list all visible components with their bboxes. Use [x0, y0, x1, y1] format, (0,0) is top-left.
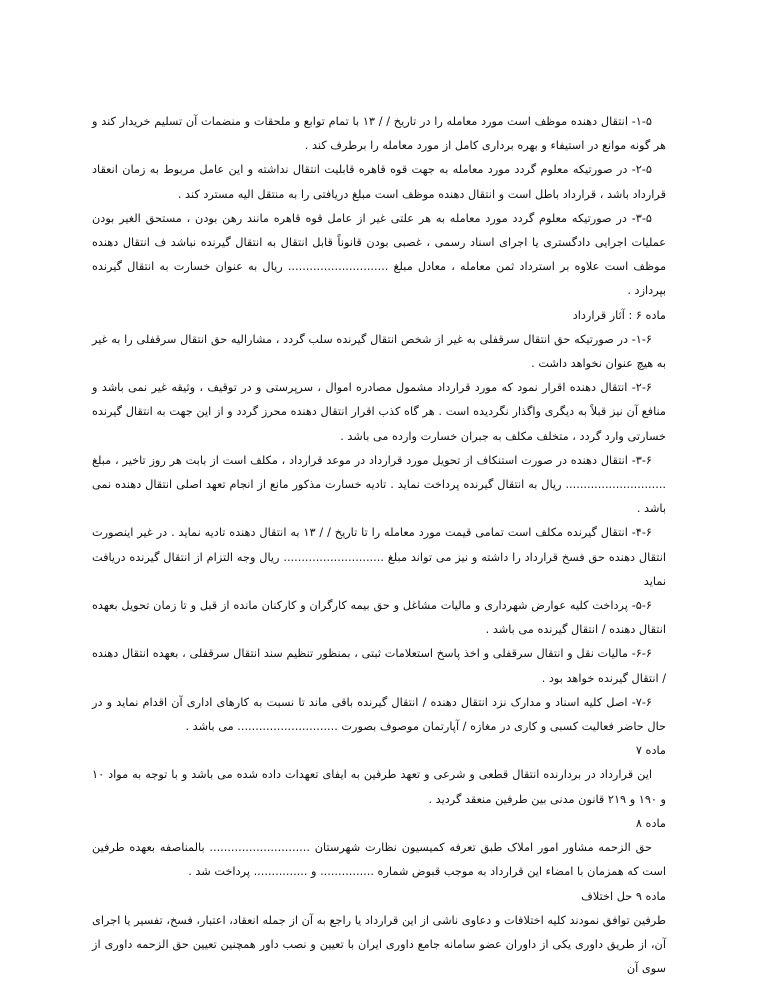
article-9-heading: ماده ۹ حل اختلاف [581, 889, 666, 903]
article-7-heading: ماده ۷ [635, 744, 666, 758]
contract-text [92, 110, 666, 981]
clause-5-2: ۲-۵- در صورتیکه معلوم گردد مورد معامله به جهت قوه قاهره قابلیت انتقال نداشته و این عامل مربوط به زمان انعقاد قرارداد باشد ، قرارداد باطل است و انتقال دهنده موظف است مبلغ دریافتی را به منتقل الیه مسترد کند . [92, 163, 666, 201]
article-9-text: طرفین توافق نمودند کلیه اختلافات و دعاوی ناشی از این قرارداد یا راجع به آن از جمله انعقاد، اعتبار، فسخ، تفسیر یا اجرای آن، از طریق داوری یکی از داوران عضو سامانه جامع داوری ایران با تعیین و نصب داور همچنین تعیین حق الزحمه داوری از سوی آن [92, 913, 666, 976]
article-6-heading: ماده ۶ : آثار قرارداد [572, 308, 666, 322]
article-8-text: حق الزحمه مشاور امور املاک طبق تعرفه کمیسیون نظارت شهرستان ............................ بالمناصفه بعهده طرفین است که همزمان با امضاء این قرارداد به موجب قبوض شماره ............... و ............... پرداخت شد . [92, 841, 666, 879]
clause-6-1: ۱-۶- در صورتیکه حق انتقال سرقفلی به غیر از شخص انتقال گیرنده سلب گردد ، مشارالیه حق انتقال سرقفلی را به غیر به هیچ عنوان نخواهد داشت . [92, 332, 666, 371]
clause-5-1: ۱-۵- انتقال دهنده موظف است مورد معامله را در تاریخ / / ۱۳ با تمام توابع و ملحقات و منضمات آن تسلیم خریدار کند و هر گونه موانع در استیفاء و بهره برداری کامل از مورد معامله را برطرف کند . [92, 115, 666, 153]
clause-6-3: ۳-۶- انتقال دهنده در صورت استنکاف از تحویل مورد قرارداد در موعد قرارداد ، مکلف است از بابت هر روز تاخیر ، مبلغ ............................ ریال به انتقال گیرنده پرداخت نماید . تادیه خسارت مذکور مانع از انجام تعهد اصلی انتقال دهنده نمی باشد . [92, 453, 666, 516]
clause-6-4: ۴-۶- انتقال گیرنده مکلف است تمامی قیمت مورد معامله را تا تاریخ / / ۱۳ به انتقال دهنده تادیه نماید . در غیر اینصورت انتقال دهنده حق فسخ قرارداد را داشته و نیز می تواند مبلغ ............................ ریال وجه التزام از انتقال گیرنده دریافت نماید [92, 526, 666, 588]
article-7-text: این قرارداد در بردارنده انتقال قطعی و شرعی و تعهد طرفین به ایفای تعهدات داده شده می باشد و با توجه به مواد ۱۰ و ۱۹۰ و ۲۱۹ قانون مدنی بین طرفین منعقد گردید . [92, 768, 666, 806]
clause-6-5: ۵-۶- پرداخت کلیه عوارض شهرداری و مالیات مشاغل و حق بیمه کارگران و کارکنان مانده از قبل و تا زمان تحویل بعهده انتقال دهنده / انتقال گیرنده می باشد . [92, 599, 666, 637]
clause-6-7: ۷-۶- اصل کلیه اسناد و مدارک نزد انتقال دهنده / انتقال گیرنده باقی ماند تا نسبت به کارهای اداری آن اقدام نماید و در حال حاضر فعالیت کسبی و کاری در مغازه / آپارتمان موصوف بصورت ............................ می باشد . [92, 695, 666, 734]
clause-5-3: ۳-۵- در صورتیکه معلوم گردد مورد معامله به هر علتی غیر از عامل قوه قاهره مانند رهن بودن ، مستحق الغیر بودن عملیات اجرایی دادگستری یا اجرای اسناد رسمی ، غصبی بودن قانوناً قابل انتقال به انتقال گیرنده نباشد ف انتقال دهنده موظف است علاوه بر استرداد ثمن معامله ، معادل مبلغ ............................ ریال به عنوان خسارت به انتقال گیرنده بپردازد . [92, 211, 666, 298]
clause-6-2: ۲-۶- انتقال دهنده اقرار نمود که مورد قرارداد مشمول مصادره اموال ، سرپرستی و در توقیف ، وثیقه غیر نمی باشد و منافع آن نیز قبلاً به دیگری واگذار نگردیده است . هر گاه کذب اقرار انتقال دهنده محرز گردد و از این جهت به انتقال گیرنده خسارتی وارد گردد ، متخلف مکلف به جبران خسارت وارده می باشد . [92, 381, 666, 443]
article-8-heading: ماده ۸ [635, 816, 666, 830]
clause-6-6: ۶-۶- مالیات نقل و انتقال سرقفلی و اخذ پاسخ استعلامات ثبتی ، بمنظور تنظیم سند انتقال سرقفلی ، بعهده انتقال دهنده / انتقال گیرنده خواهد بود . [92, 647, 666, 685]
